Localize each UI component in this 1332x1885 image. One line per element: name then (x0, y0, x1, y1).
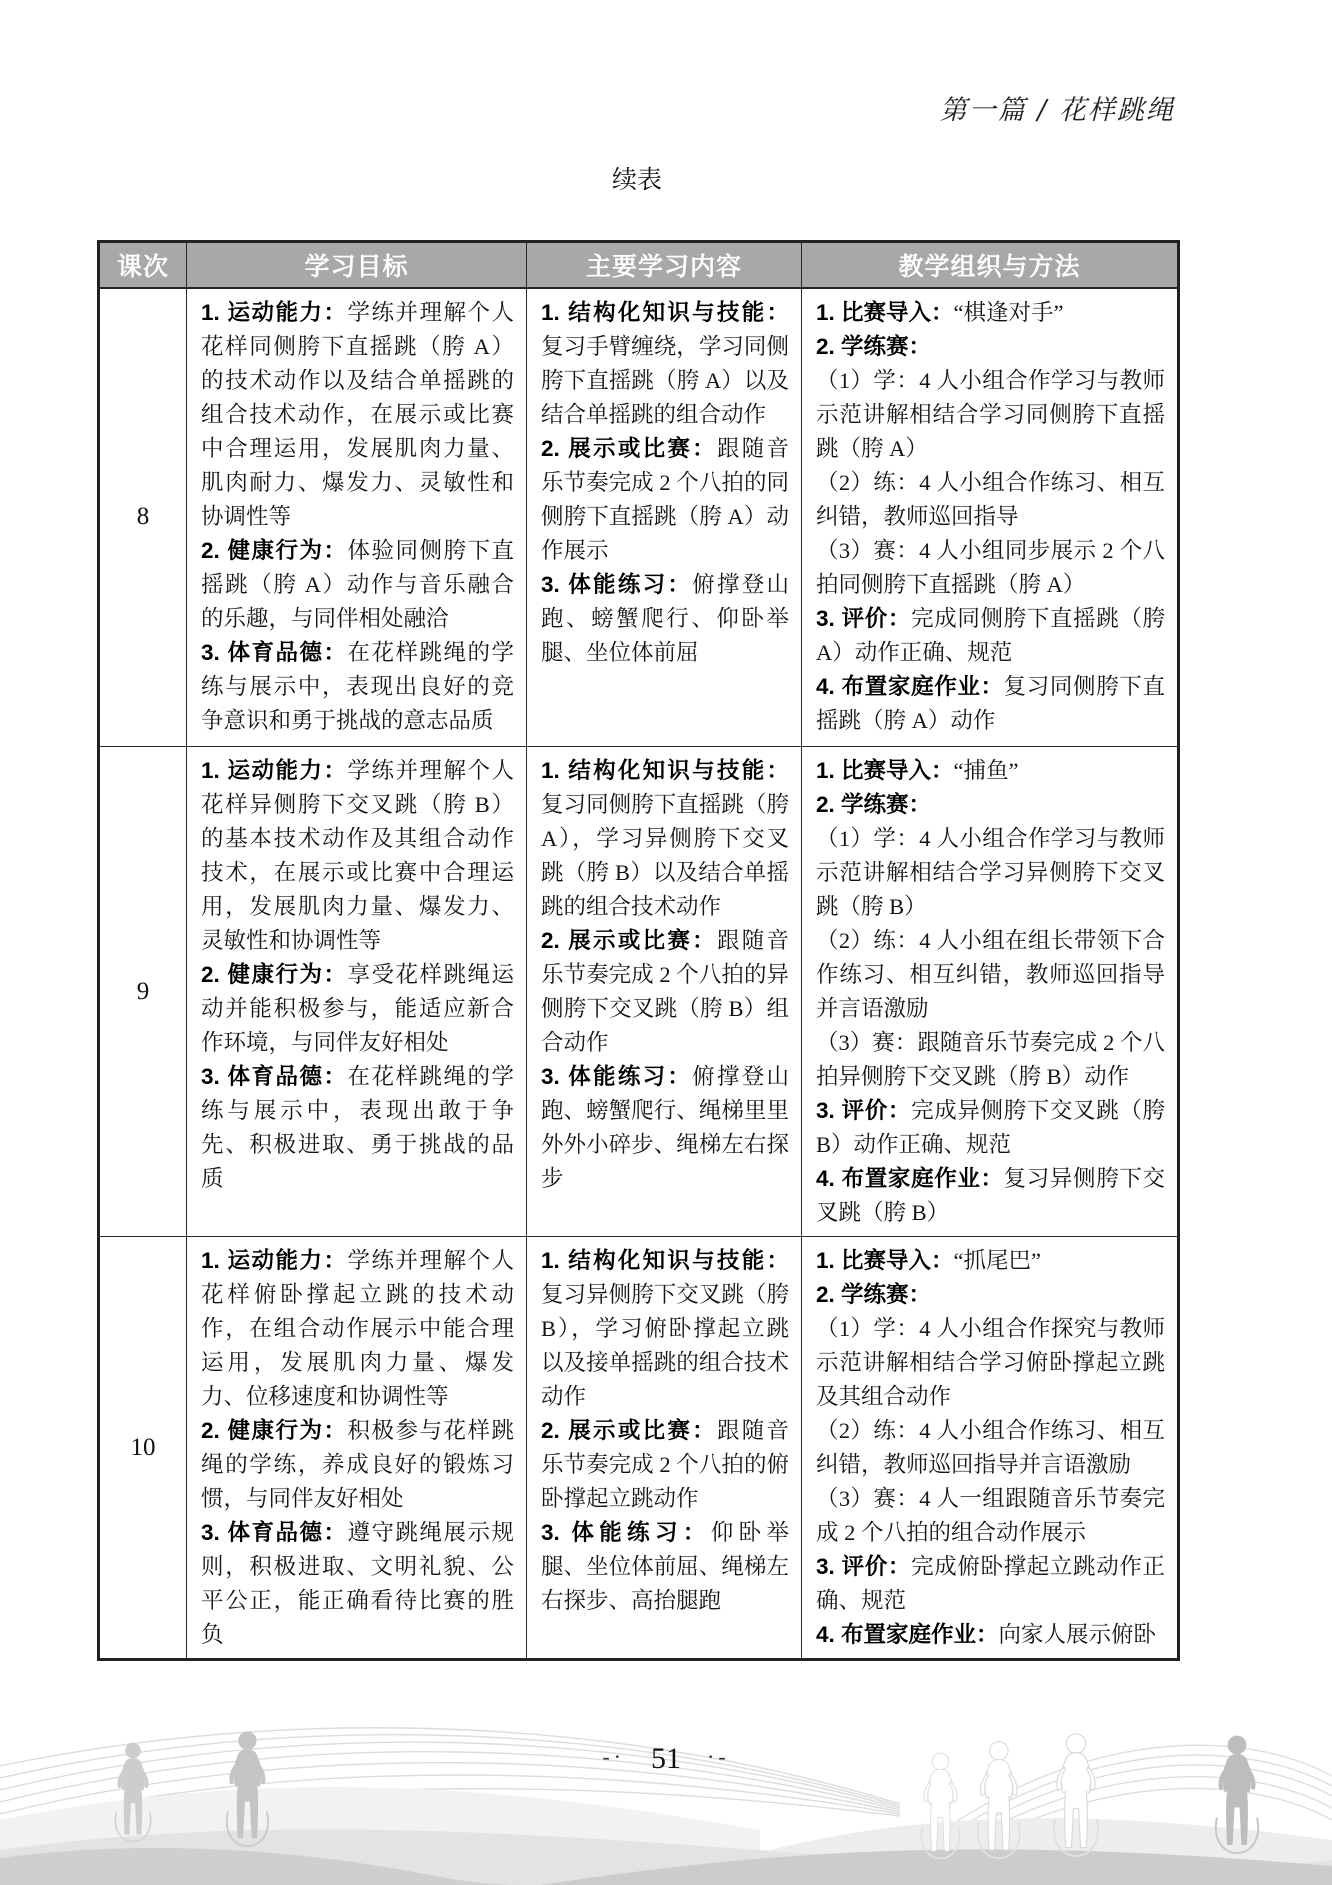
cell-paragraph: 1. 运动能力：学练并理解个人花样俯卧撑起立跳的技术动作，在组合动作展示中能合理运用，发展肌肉力量、爆发力、位移速度和协调性等 (201, 1248, 514, 1409)
cell-paragraph: 4. 布置家庭作业：复习异侧胯下交叉跳（胯 B） (816, 1166, 1165, 1225)
cell-paragraph: 4. 布置家庭作业：复习同侧胯下直摇跳（胯 A）动作 (816, 673, 1165, 733)
content-cell (527, 747, 802, 1237)
cell-paragraph: 2. 健康行为：享受花样跳绳运动并能积极参与，能适应新合作环境，与同伴友好相处 (201, 962, 514, 1055)
lesson-number: 10 (99, 1237, 187, 1660)
wave-hills (0, 1787, 1332, 1885)
cell-paragraph: （1）学：4 人小组合作学习与教师示范讲解相结合学习异侧胯下交叉跳（胯 B） (816, 826, 1165, 919)
column-header-objectives: 学习目标 (187, 242, 527, 288)
methods-cell (802, 747, 1179, 1237)
cell-paragraph: 2. 展示或比赛：跟随音乐节奏完成 2 个八拍的异侧胯下交叉跳（胯 B）组合动作 (541, 928, 789, 1055)
objectives-cell (187, 747, 527, 1237)
cell-paragraph: 2. 学练赛： (816, 333, 932, 359)
table-row (99, 747, 1179, 1237)
cell-paragraph: 3. 评价：完成同侧胯下直摇跳（胯 A）动作正确、规范 (816, 605, 1165, 665)
cell-paragraph: （2）练：4 人小组合作练习、相互纠错，教师巡回指导并言语激励 (816, 1418, 1165, 1477)
cell-paragraph: 3. 评价：完成俯卧撑起立跳动作正确、规范 (816, 1554, 1165, 1613)
chapter-header: 第一篇 / 花样跳绳 (939, 95, 1175, 126)
table-caption: 续表 (611, 167, 662, 194)
cell-paragraph: 1. 比赛导入：“捕鱼” (816, 758, 1019, 783)
methods-cell (802, 1237, 1179, 1660)
cell-paragraph: 1. 结构化知识与技能：复习同侧胯下直摇跳（胯 A），学习异侧胯下交叉跳（胯 B）以及结合单摇跳的组合技术动作 (541, 758, 789, 919)
cell-paragraph: 3. 体能练习：俯撑登山跑、螃蟹爬行、绳梯里里外外小碎步、绳梯左右探步 (541, 1064, 789, 1191)
cell-paragraph: 1. 运动能力：学练并理解个人花样同侧胯下直摇跳（胯 A）的技术动作以及结合单摇跳的组合技术动作，在展示或比赛中合理运用，发展肌肉力量、肌肉耐力、爆发力、灵敏性和协调性等 (201, 299, 514, 529)
column-header-methods: 教学组织与方法 (802, 242, 1179, 288)
methods-cell (802, 288, 1179, 747)
cell-paragraph: 1. 结构化知识与技能：复习手臂缠绕，学习同侧胯下直摇跳（胯 A）以及结合单摇跳的组合动作 (541, 299, 789, 427)
objectives-cell (187, 288, 527, 747)
page-number-line (0, 1742, 1332, 1776)
cell-paragraph: （2）练：4 人小组合作练习、相互纠错，教师巡回指导 (816, 469, 1165, 529)
cell-paragraph: （3）赛：跟随音乐节奏完成 2 个八拍异侧胯下交叉跳（胯 B）动作 (816, 1030, 1165, 1089)
table-row (99, 288, 1179, 747)
cell-paragraph: （2）练：4 人小组在组长带领下合作练习、相互纠错，教师巡回指导并言语激励 (816, 928, 1165, 1021)
lesson-number: 8 (99, 288, 187, 747)
cell-paragraph: 3. 体能练习：俯撑登山跑、螃蟹爬行、仰卧举腿、坐位体前屈 (541, 571, 789, 665)
content-cell (527, 1237, 802, 1660)
cell-paragraph: 2. 健康行为：积极参与花样跳绳的学练，养成良好的锻炼习惯，与同伴友好相处 (201, 1418, 514, 1511)
cell-paragraph: （3）赛：4 人一组跟随音乐节奏完成 2 个八拍的组合动作展示 (816, 1486, 1165, 1545)
page-number-decor-left: -· (602, 1744, 625, 1769)
table-row (99, 1237, 1179, 1660)
lesson-table-body (99, 288, 1179, 1660)
cell-paragraph: 2. 学练赛： (816, 792, 932, 817)
cell-paragraph: 1. 比赛导入：“抓尾巴” (816, 1248, 1042, 1273)
content-cell (527, 288, 802, 747)
footer-decoration (0, 1690, 1332, 1885)
column-header-content: 主要学习内容 (527, 242, 802, 288)
cell-paragraph: 4. 布置家庭作业：向家人展示俯卧 (816, 1622, 1157, 1647)
cell-paragraph: 2. 健康行为：体验同侧胯下直摇跳（胯 A）动作与音乐融合的乐趣，与同伴相处融洽 (201, 537, 514, 631)
cell-paragraph: 1. 比赛导入：“棋逢对手” (816, 299, 1064, 325)
cell-paragraph: 3. 体能练习：仰卧举腿、坐位体前屈、绳梯左右探步、高抬腿跑 (541, 1520, 789, 1613)
cell-paragraph: 3. 体育品德：在花样跳绳的学练与展示中，表现出良好的竞争意识和勇于挑战的意志品质 (201, 639, 514, 733)
lesson-plan-table (97, 240, 1180, 1661)
table-header-row (99, 242, 1179, 288)
cell-paragraph: 3. 体育品德：遵守跳绳展示规则，积极进取、文明礼貌、公平公正，能正确看待比赛的胜负 (201, 1520, 514, 1647)
cell-paragraph: 1. 运动能力：学练并理解个人花样异侧胯下交叉跳（胯 B）的基本技术动作及其组合动作技术，在展示或比赛中合理运用，发展肌肉力量、爆发力、灵敏性和协调性等 (201, 758, 514, 953)
column-header-lesson: 课次 (99, 242, 187, 288)
cell-paragraph: 1. 结构化知识与技能：复习异侧胯下交叉跳（胯 B），学习俯卧撑起立跳以及接单摇跳的组合技术动作 (541, 1248, 789, 1409)
cell-paragraph: （3）赛：4 人小组同步展示 2 个八拍同侧胯下直摇跳（胯 A） (816, 537, 1165, 597)
cell-paragraph: 2. 展示或比赛：跟随音乐节奏完成 2 个八拍的俯卧撑起立跳动作 (541, 1418, 789, 1511)
cell-paragraph: 3. 体育品德：在花样跳绳的学练与展示中，表现出敢于争先、积极进取、勇于挑战的品质 (201, 1064, 514, 1191)
cell-paragraph: 3. 评价：完成异侧胯下交叉跳（胯 B）动作正确、规范 (816, 1098, 1165, 1157)
lesson-number: 9 (99, 747, 187, 1237)
cell-paragraph: （1）学：4 人小组合作学习与教师示范讲解相结合学习同侧胯下直摇跳（胯 A） (816, 367, 1165, 461)
cell-paragraph: （1）学：4 人小组合作探究与教师示范讲解相结合学习俯卧撑起立跳及其组合动作 (816, 1316, 1165, 1409)
page-number-decor-right: ·- (707, 1744, 730, 1769)
cell-paragraph: 2. 学练赛： (816, 1282, 932, 1307)
page-number: 51 (651, 1742, 681, 1775)
objectives-cell (187, 1237, 527, 1660)
cell-paragraph: 2. 展示或比赛：跟随音乐节奏完成 2 个八拍的同侧胯下直摇跳（胯 A）动作展示 (541, 435, 789, 563)
